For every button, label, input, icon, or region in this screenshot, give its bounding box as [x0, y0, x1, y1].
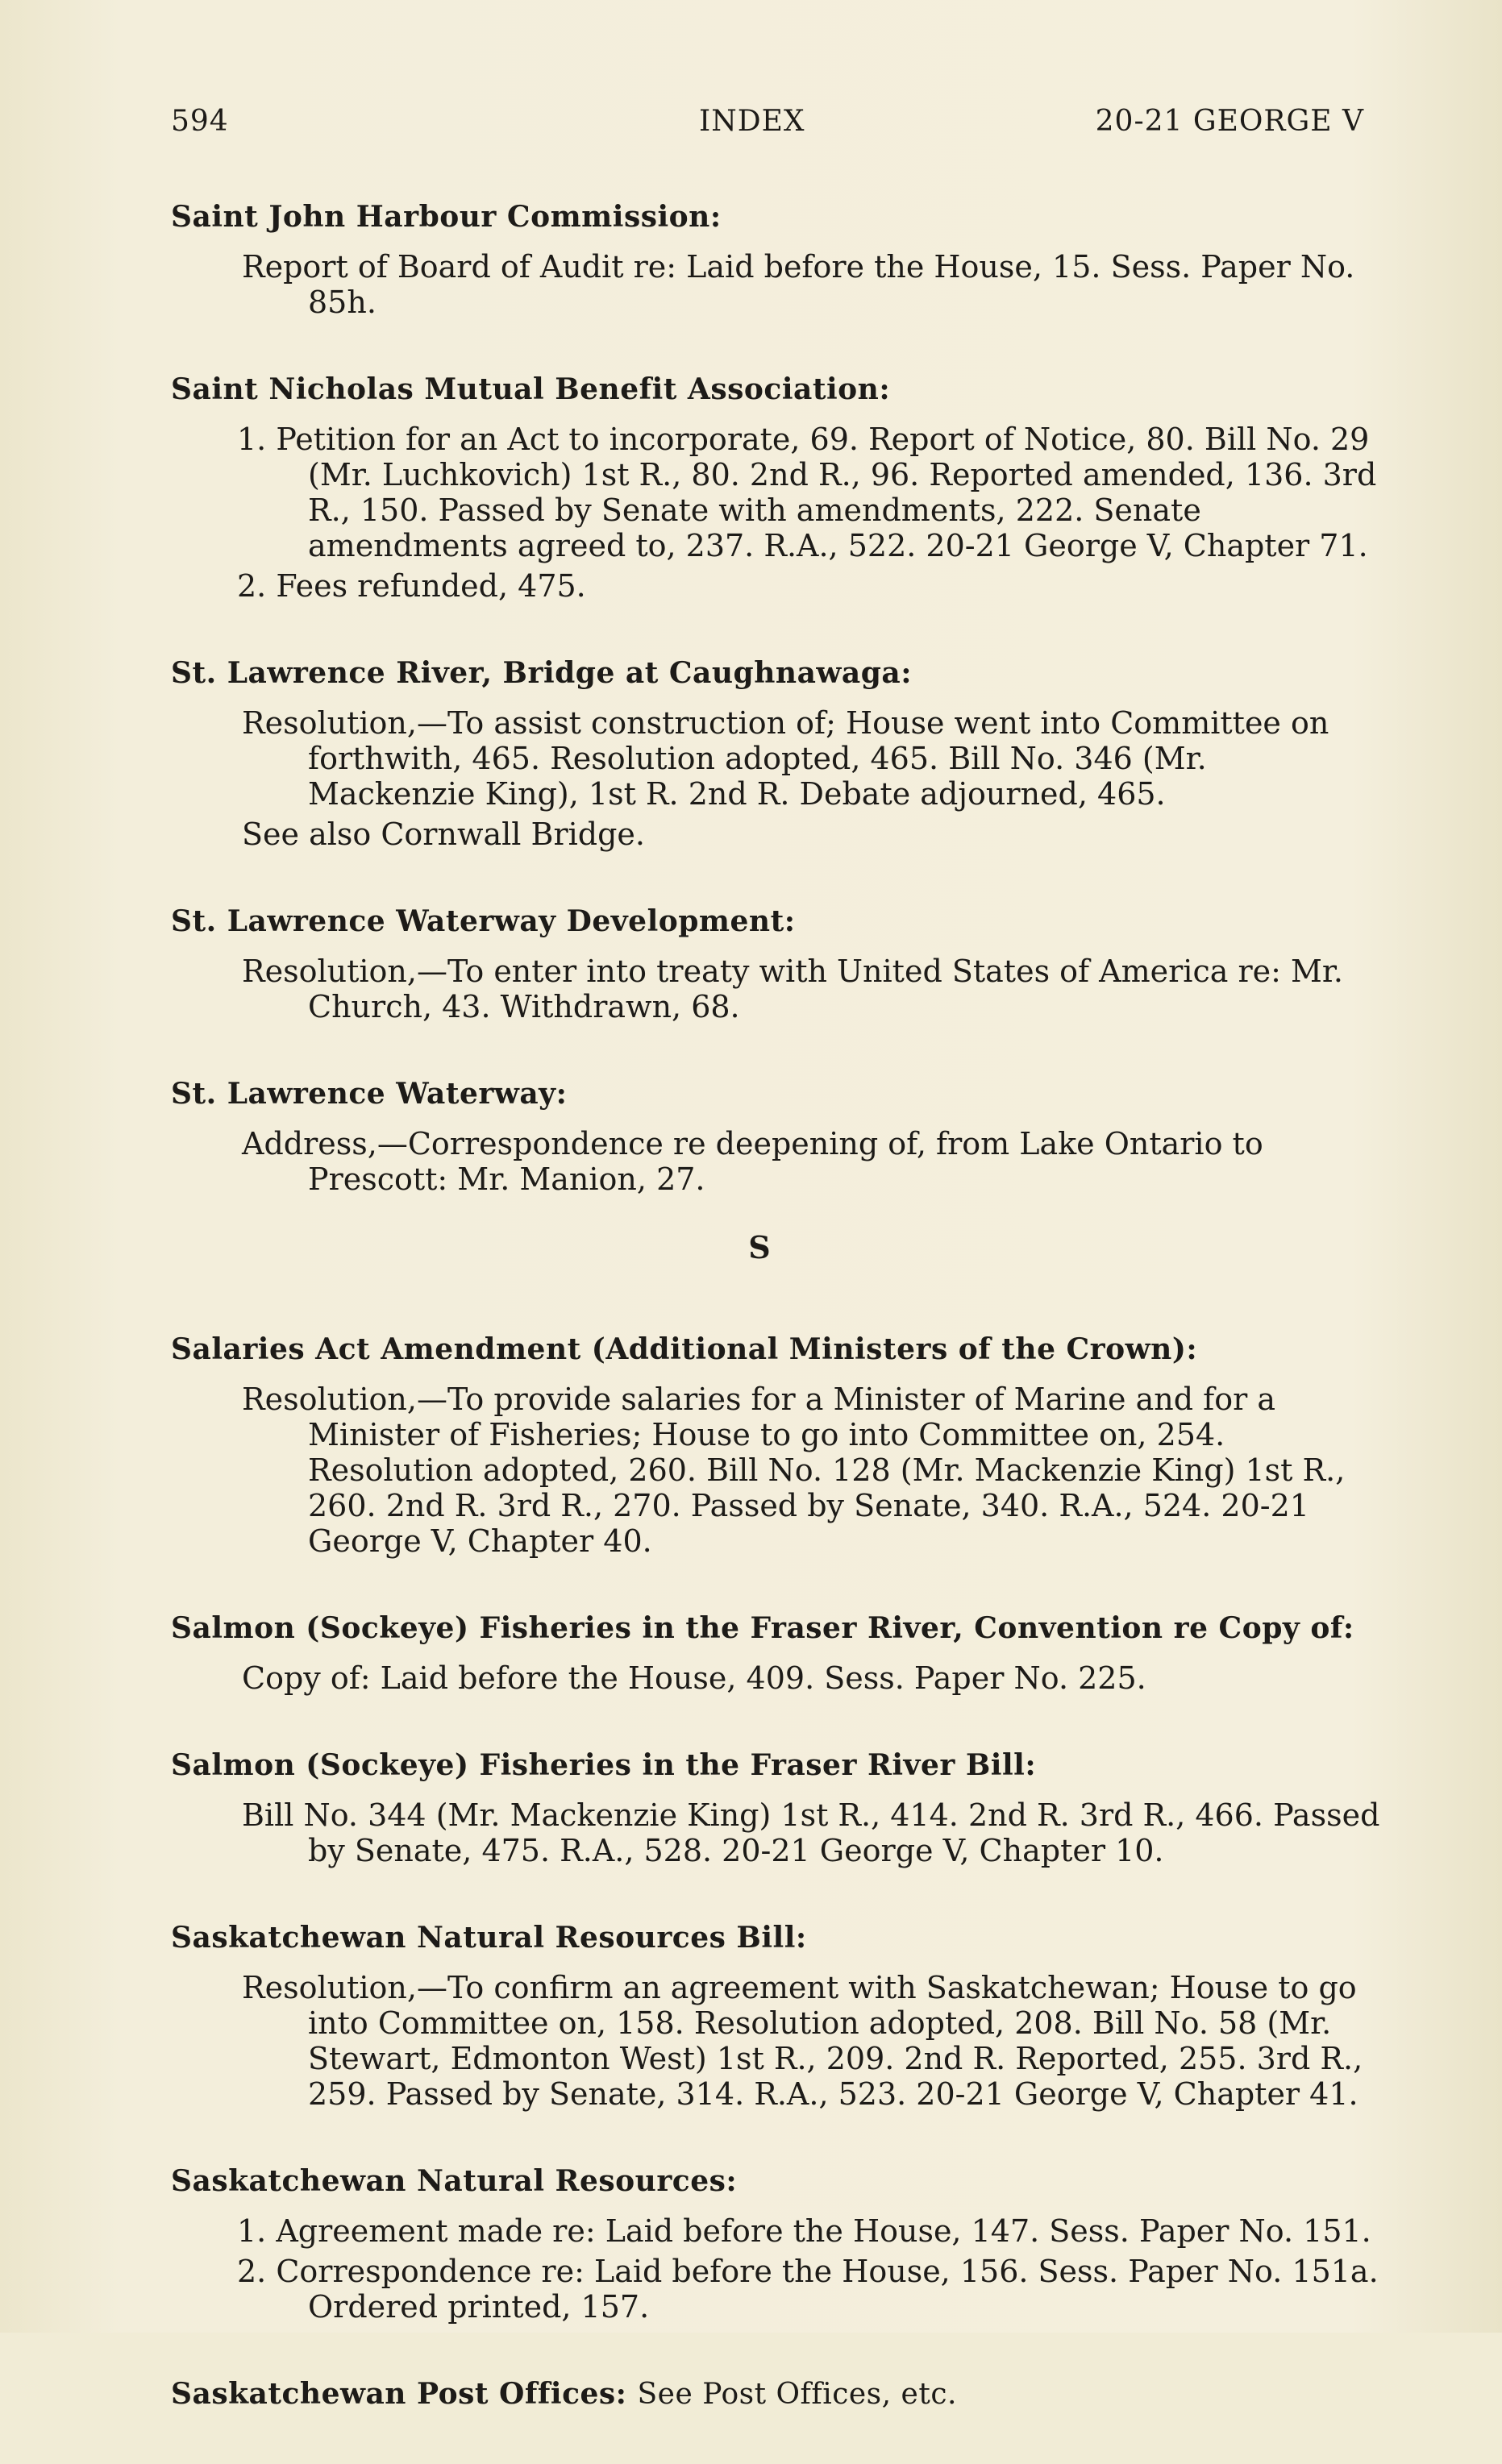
index-entry	[171, 902, 1380, 1024]
entry-line: Bill No. 344 (Mr. Mackenzie King) 1st R., 414. 2nd R. 3rd R., 466. Passed by Senate, 475. R.A., 528. 20-21 George V, Chapter 10.	[242, 1797, 1380, 1868]
entry-heading: Saint John Harbour Commission:	[171, 200, 722, 234]
index-entry	[171, 370, 1380, 604]
index-entry	[171, 1918, 1380, 2112]
index-entry	[171, 654, 1380, 852]
entry-line: Resolution,—To confirm an agreement with Saskatchewan; House to go into Committee on, 158. Resolution adopted, 208. Bill No. 58 (Mr. Stewart, Edmonton West) 1st R., 209. 2nd R. Reported, 255. 3rd R., 259. Passed by Senate, 314. R.A., 523. 20-21 George V, Chapter 41.	[242, 1970, 1363, 2112]
entry-heading: Saint Nicholas Mutual Benefit Association:	[171, 372, 891, 406]
entry-heading: St. Lawrence Waterway Development:	[171, 904, 796, 938]
entry-heading	[171, 2375, 1380, 2414]
entry-see-reference: See Post Offices, etc.	[637, 2378, 957, 2411]
entry-line: 1. Agreement made re: Laid before the House, 147. Sess. Paper No. 151.	[237, 2213, 1371, 2249]
entry-line: Copy of: Laid before the House, 409. Sess. Paper No. 225.	[242, 1660, 1146, 1696]
entry-heading: St. Lawrence River, Bridge at Caughnawaga:	[171, 656, 912, 690]
entry-line: 2. Fees refunded, 475.	[237, 568, 586, 604]
section-letter: S	[748, 1229, 771, 1265]
page-header	[171, 105, 1364, 153]
entry-heading: Saskatchewan Natural Resources Bill:	[171, 1921, 807, 1955]
entry-line: 1. Petition for an Act to incorporate, 69. Report of Notice, 80. Bill No. 29 (Mr. Luchkovich) 1st R., 80. 2nd R., 96. Reported amended, 136. 3rd R., 150. Passed by Senate with amendments, 222. Senate amendments agreed to, 237. R.A., 522. 20-21 George V, Chapter 71.	[237, 422, 1377, 563]
entry-line: Resolution,—To provide salaries for a Minister of Marine and for a Minister of Fisheries; House to go into Committee on, 254. Resolution adopted, 260. Bill No. 128 (Mr. Mackenzie King) 1st R., 260. 2nd R. 3rd R., 270. Passed by Senate, 340. R.A., 524. 20-21 George V, Chapter 40.	[242, 1382, 1346, 1559]
entry-line: Resolution,—To enter into treaty with United States of America re: Mr. Church, 43. Withdrawn, 68.	[242, 954, 1343, 1024]
entry-line: 2. Correspondence re: Laid before the House, 156. Sess. Paper No. 151a. Ordered printed, 157.	[237, 2254, 1379, 2325]
entry-heading: Salmon (Sockeye) Fisheries in the Fraser River Bill:	[171, 1748, 1037, 1782]
entry-heading: Saskatchewan Natural Resources:	[171, 2164, 738, 2198]
entry-see-also: See also Cornwall Bridge.	[242, 816, 645, 852]
page-title: INDEX	[699, 105, 805, 138]
entry-heading-text: Saskatchewan Post Offices:	[171, 2377, 627, 2411]
index-entry	[171, 1330, 1380, 1559]
entry-heading: St. Lawrence Waterway:	[171, 1077, 568, 1111]
page-number: 594	[171, 105, 229, 138]
volume-label: 20-21 GEORGE V	[1095, 105, 1364, 138]
entry-line: Address,—Correspondence re deepening of, from Lake Ontario to Prescott: Mr. Manion, 27.	[242, 1126, 1263, 1197]
index-entry	[171, 197, 1380, 320]
entry-heading: Salaries Act Amendment (Additional Ministers of the Crown):	[171, 1332, 1198, 1366]
entry-line: Report of Board of Audit re: Laid before the House, 15. Sess. Paper No. 85h.	[242, 249, 1355, 320]
index-content	[171, 197, 1380, 2464]
index-entry	[171, 2162, 1380, 2325]
index-entry	[171, 1074, 1380, 1197]
entry-line: Resolution,—To assist construction of; House went into Committee on forthwith, 465. Resolution adopted, 465. Bill No. 346 (Mr. Mackenzie King), 1st R. 2nd R. Debate adjourned, 465.	[242, 705, 1329, 812]
entry-heading: Salmon (Sockeye) Fisheries in the Fraser River, Convention re Copy of:	[171, 1611, 1354, 1645]
index-entry	[171, 1746, 1380, 1868]
index-entry	[171, 2375, 1380, 2414]
index-entry	[171, 1609, 1380, 1696]
